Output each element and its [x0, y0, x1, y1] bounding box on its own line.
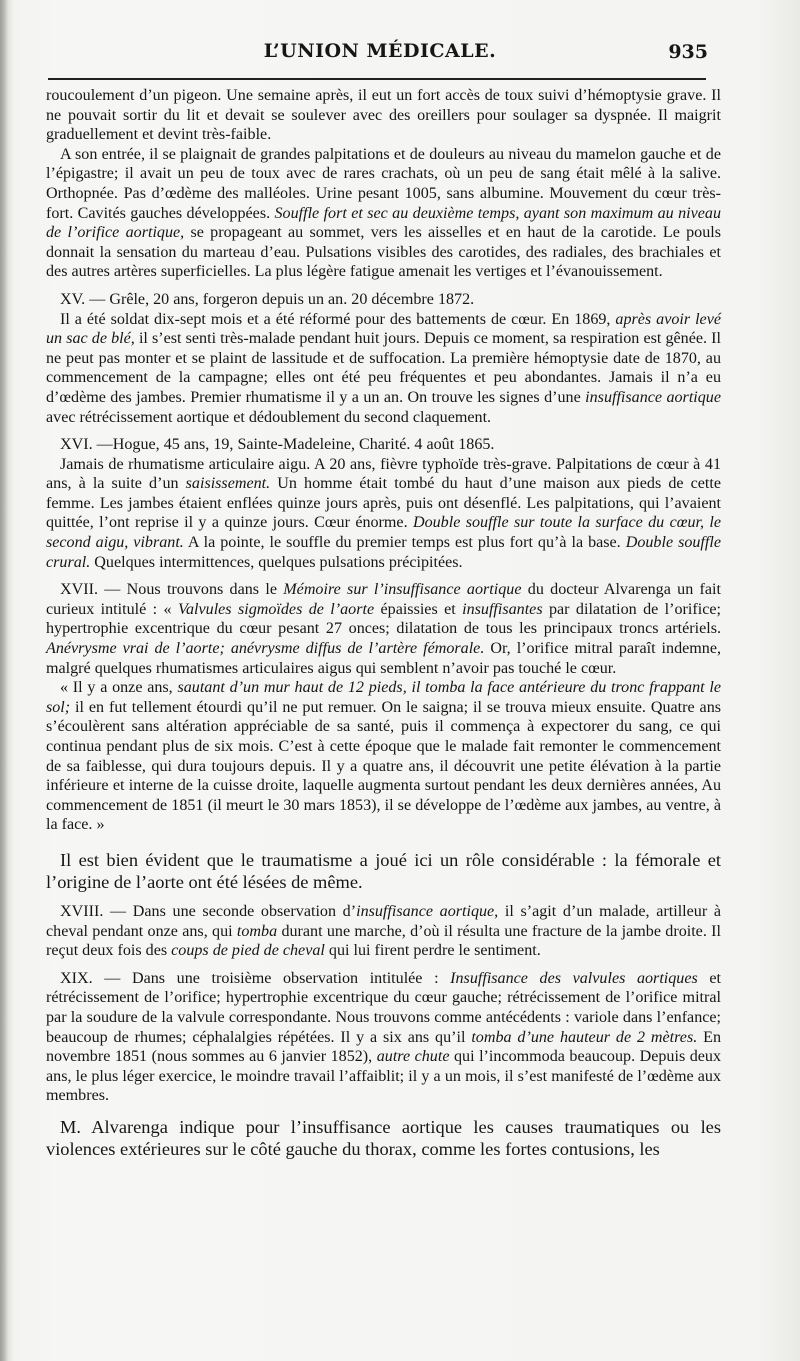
paragraph-observation-xix: XIX. — Dans une troisième observation intitulée : Insuffisance des valvules aortiques et rétrécissement de l’orifice; hypertrophie excentrique du cœur gauche; rétrécissement de l’orifice mitral par la soudure de la valvule correspondante. Nous trouvons comme antécédents : variole dans l’enfance; beaucoup de rhumes; céphalalgies répétées. Il y a six ans qu’il tomba d’une hauteur de 2 mètres. En novembre 1851 (nous sommes au 6 janvier 1852), autre chute qui l’incommoda beaucoup. Depuis deux ans, le plus léger exercice, le moindre travail l’affaiblit; il y a un mois, il s’est manifesté de l’œdème aux membres.	[46, 969, 722, 1105]
paragraph-continuation: roucoulement d’un pigeon. Une semaine après, il eut un fort accès de toux suivi d’hémoptysie grave. Il ne pouvait sortir du lit et devait se soulever avec des oreillers pour soulager sa dyspnée. Il maigrit graduellement et devint très-faible.	[46, 87, 721, 144]
paragraph-observation-xv: Il a été soldat dix-sept mois et a été réformé pour des battements de cœur. En 1869, après avoir levé un sac de blé, il s’est senti très-malade pendant huit jours. Depuis ce moment, sa respiration est gênée. Il ne peut pas monter et se plaint de lassitude et de suffocation. La première hémoptysie date de 1870, au commencement de la campagne; elles ont été peu fréquentes et peu abondantes. Jamais il n’a eu d’œdème des jambes. Premier rhumatisme il y a un an. On trouve les signes d’une insuffisance aortique avec rétrécissement aortique et dédoublement du second claquement.	[46, 310, 721, 426]
paragraph-observation-xviii: XVIII. — Dans une seconde observation d’insuffisance aortique, il s’agit d’un malade, artilleur à cheval pendant onze ans, qui tomba durant une marche, d’où il résulta une fracture de la jambe droite. Il reçut deux fois des coups de pied de cheval qui lui firent perdre le sentiment.	[46, 902, 721, 960]
observation-heading-xvi: XVI. —Hogue, 45 ans, 19, Sainte-Madeleine, Charité. 4 août 1865.	[60, 436, 495, 454]
header-rule	[48, 78, 706, 80]
observation-heading-xv: XV. — Grêle, 20 ans, forgeron depuis un an. 20 décembre 1872.	[60, 290, 475, 308]
running-header	[0, 40, 800, 70]
paragraph-commentary: Il est bien évident que le traumatisme a joué ici un rôle considérable : la fémorale et l’origine de l’aorte ont été lésées de même.	[46, 849, 721, 893]
paragraph-conclusion: M. Alvarenga indique pour l’insuffisance aortique les causes traumatiques ou les violences extérieures sur le côté gauche du thorax, comme les fortes contusions, les	[46, 1116, 721, 1160]
paragraph-admission: A son entrée, il se plaignait de grandes palpitations et de douleurs au niveau du mamelon gauche et de l’épigastre; il avait un peu de toux avec de rares crachats, où un peu de sang était mêlé à la salive. Orthopnée. Pas d’œdème des malléoles. Urine pesant 1005, sans albumine. Mouvement du cœur très-fort. Cavités gauches développées. Souffle fort et sec au deuxième temps, ayant son maximum au niveau de l’orifice aortique, se propageant au sommet, vers les aisselles et en haut de la carotide. Le pouls donnait la sensation du marteau d’eau. Pulsations visibles des carotides, des radiales, des brachiales et des autres artères superficielles. La plus légère fatigue amenait les vertiges et l’évanouissement.	[46, 145, 722, 281]
paragraph-quotation: « Il y a onze ans, sautant d’un mur haut de 12 pieds, il tomba la face antérieure du tronc frappant le sol; il en fut tellement étourdi qu’il ne put remuer. On le saigna; il se trouva mieux ensuite. Quatre ans s’écoulèrent sans altération appréciable de sa santé, puis il commença à expectorer du sang, ce qui continua pendant plus de six mois. C’est à cette époque que le malade fait remonter le commencement de sa faiblesse, qui dura toujours depuis. Il y a quatre ans, il découvrit une petite élévation à la partie inférieure et interne de la cuisse droite, laquelle augmenta surtout pendant les deux dernières années, Au commencement de 1851 (il meurt le 30 mars 1853), il se développe de l’œdème aux jambes, au ventre, à la face. »	[46, 679, 721, 834]
body-text	[46, 86, 721, 1161]
journal-title: L’UNION MÉDICALE.	[263, 40, 497, 62]
page-number: 935	[668, 41, 708, 63]
page-binding-shadow	[0, 0, 8, 1361]
paragraph-observation-xvi: Jamais de rhumatisme articulaire aigu. A 20 ans, fièvre typhoïde très-grave. Palpitations de cœur à 41 ans, à la suite d’un saisissement. Un homme était tombé du haut d’une maison aux pieds de cette femme. Les jambes étaient enflées quinze jours après, puis ont désenflé. Les palpitations, qui l’avaient quittée, l’ont reprise il y a quinze jours. Cœur énorme. Double souffle sur toute la surface du cœur, le second aigu, vibrant. A la pointe, le souffle du premier temps est plus fort qu’à la base. Double souffle crural. Quelques intermittences, quelques pulsations précipitées.	[46, 455, 721, 571]
paragraph-observation-xvii: XVII. — Nous trouvons dans le Mémoire sur l’insuffisance aortique du docteur Alvarenga un fait curieux intitulé : « Valvules sigmoïdes de l’aorte épaissies et insuffisantes par dilatation de l’orifice; hypertrophie excentrique du cœur pesant 27 onces; dilatation de tous les principaux troncs artériels. Anévrysme vrai de l’aorte; anévrysme diffus de l’artère fémorale. Or, l’orifice mitral paraît indemne, malgré quelques rhumatismes articulaires aigus qui semblent n’avoir pas touché le cœur.	[46, 581, 721, 677]
